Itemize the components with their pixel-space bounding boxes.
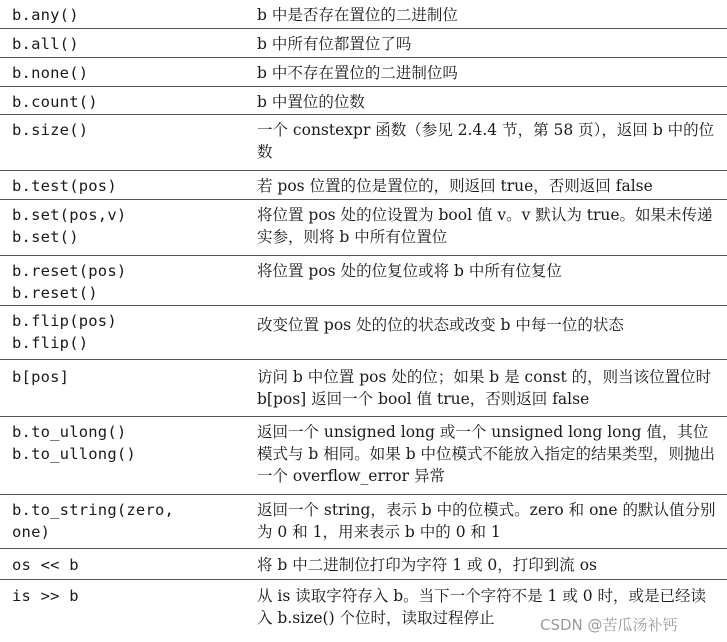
operation-cell: b.size() (12, 121, 89, 139)
description-cell: 返回一个 string，表示 b 中的位模式。zero 和 one 的默认值分别为 0 和 1，用来表示 b 中的 0 和 1 (257, 501, 716, 541)
operation-cell: b.none() (12, 64, 89, 82)
operation-cell: b.to_ulong() b.to_ullong() (12, 423, 136, 463)
operation-cell: b[pos] (12, 368, 70, 386)
operation-cell: b.flip(pos) b.flip() (12, 312, 117, 352)
table-row (0, 87, 727, 115)
operation-cell: b.all() (12, 35, 79, 53)
description-cell: 将 b 中二进制位打印为字符 1 或 0，打印到流 os (257, 556, 597, 574)
description-cell: 将位置 pos 处的位复位或将 b 中所有位复位 (257, 262, 562, 280)
table-row (0, 417, 727, 495)
description-cell: b 中不存在置位的二进制位吗 (257, 64, 458, 82)
table-row (0, 360, 727, 417)
operation-cell: os << b (12, 556, 79, 574)
table-row (0, 29, 727, 58)
table-row (0, 115, 727, 171)
description-cell: b 中置位的位数 (257, 93, 365, 111)
description-cell: 若 pos 位置的位是置位的，则返回 true，否则返回 false (257, 177, 653, 195)
operation-cell: b.to_string(zero, one) (12, 501, 175, 541)
description-cell: b 中所有位都置位了吗 (257, 35, 412, 53)
table-row (0, 171, 727, 200)
table-row (0, 306, 727, 360)
table-row (0, 256, 727, 306)
operation-cell: b.count() (12, 93, 98, 111)
table-row (0, 200, 727, 256)
operation-cell: b.reset(pos) b.reset() (12, 262, 127, 302)
table-row (0, 58, 727, 87)
table-row (0, 495, 727, 549)
watermark: CSDN @苦瓜汤补钙 (540, 614, 725, 636)
table-row (0, 549, 727, 580)
operation-cell: is >> b (12, 587, 79, 605)
description-cell: 改变位置 pos 处的位的状态或改变 b 中每一位的状态 (257, 316, 624, 334)
description-cell: 一个 constexpr 函数（参见 2.4.4 节，第 58 页），返回 b 中的位数 (257, 121, 715, 161)
table-row (0, 0, 727, 29)
operation-cell: b.set(pos,v) b.set() (12, 206, 127, 246)
operation-cell: b.any() (12, 6, 79, 24)
description-cell: 返回一个 unsigned long 或一个 unsigned long long 值，其位模式与 b 相同。如果 b 中位模式不能放入指定的结果类型，则抛出一个 overflow_error 异常 (257, 423, 716, 485)
operation-cell: b.test(pos) (12, 177, 117, 195)
description-cell: b 中是否存在置位的二进制位 (257, 6, 458, 24)
description-cell: 将位置 pos 处的位设置为 bool 值 v。v 默认为 true。如果未传递实参，则将 b 中所有位置位 (257, 206, 713, 246)
description-cell: 访问 b 中位置 pos 处的位；如果 b 是 const 的，则当该位置位时 b[pos] 返回一个 bool 值 true，否则返回 false (257, 368, 712, 408)
description-cell: 从 is 读取字符存入 b。当下一个字符不是 1 或 0 时，或是已经读入 b.size() 个位时，读取过程停止 (257, 587, 707, 627)
